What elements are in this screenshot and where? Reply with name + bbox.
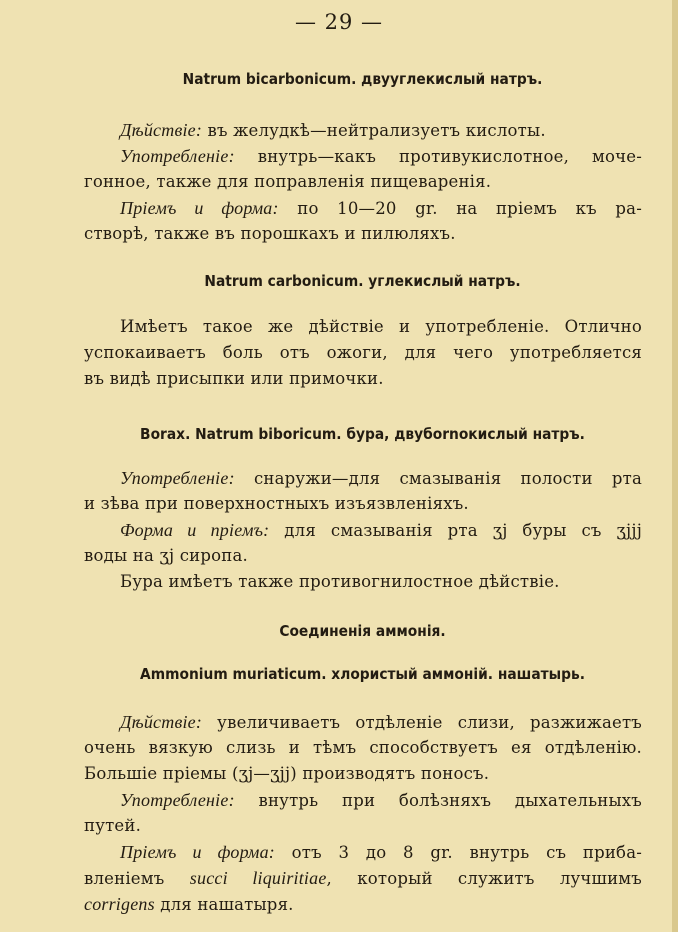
body-text: увеличиваетъ отдѣленіе слизи, разжижаетъ	[202, 713, 642, 732]
italic-term: Употребленіе:	[120, 146, 235, 166]
italic-term: Дѣйствіе:	[120, 120, 203, 140]
italic-term: corrigens	[84, 894, 155, 914]
body-text: Бура имѣетъ также противогнилостное дѣйствіе.	[120, 572, 560, 591]
italic-term: Пріемъ и форма:	[120, 198, 279, 218]
text-line	[84, 569, 642, 595]
body-text: по 10—20 gr. на пріемъ къ ра-	[278, 199, 642, 218]
body-text: внутрь при болѣзняхъ дыхательныхъ	[234, 791, 642, 810]
text-line	[84, 195, 642, 221]
section-heading: Соединенія аммонія.	[279, 622, 446, 640]
text-line	[84, 543, 642, 569]
body-text: и зѣва при поверхностныхъ изъязвленіяхъ.	[84, 494, 469, 513]
text-line	[84, 340, 642, 366]
italic-term: succi liquiritiae	[189, 868, 327, 888]
text-line	[84, 143, 642, 169]
italic-term: Употребленіе:	[120, 468, 235, 488]
body-text: воды на ʒj сиропа.	[84, 546, 248, 565]
body-text: Большіе пріемы (ʒj—ʒjj) производятъ поносъ.	[84, 764, 490, 783]
body-text: для нашатыря.	[154, 895, 294, 914]
body-text: путей.	[84, 816, 142, 835]
text-line	[84, 709, 642, 735]
body-text: въ видѣ присыпки или примочки.	[84, 369, 384, 388]
text-line	[84, 735, 642, 761]
body-text: гонное, также для поправленія пищеваренія.	[84, 172, 492, 191]
text-line	[84, 366, 642, 392]
text-line	[84, 169, 642, 195]
section-body	[84, 314, 642, 392]
body-text: отъ 3 до 8 gr. внутрь съ приба-	[274, 843, 643, 862]
body-text: въ желудкѣ—нейтрализуетъ кислоты.	[202, 121, 546, 140]
italic-term: Дѣйствіе:	[120, 712, 203, 732]
section-heading: Borax. Natrum biboricum. бура, двубornокислый натръ.	[140, 425, 585, 443]
text-line	[84, 787, 642, 813]
section-heading: Natrum carbonicum. углекислый натръ.	[204, 272, 521, 290]
body-text: , который служитъ лучшимъ	[326, 869, 642, 888]
text-line	[84, 891, 642, 917]
text-line	[84, 761, 642, 787]
body-text: для смазыванія рта ʒj буры съ ʒjjj	[269, 521, 643, 540]
italic-term: Употребленіе:	[120, 790, 235, 810]
body-text: успокаиваетъ боль отъ ожоги, для чего употребляется	[84, 343, 642, 362]
text-line	[84, 221, 642, 247]
body-text: створѣ, также въ порошкахъ и пилюляхъ.	[84, 224, 456, 243]
text-line	[84, 117, 642, 143]
italic-term: Пріемъ и форма:	[120, 842, 275, 862]
body-text: снаружи—для смазыванія полости рта	[234, 469, 642, 488]
section-body	[84, 709, 642, 917]
text-line	[84, 314, 642, 340]
text-line	[84, 813, 642, 839]
section-body	[84, 117, 642, 247]
text-line	[84, 465, 642, 491]
page-edge	[672, 0, 678, 932]
text-line	[84, 865, 642, 891]
section-heading: Ammonium muriaticum. хлористый аммоній. нашатырь.	[140, 665, 585, 683]
body-text: Имѣетъ такое же дѣйствіе и употребленіе. Отлично	[120, 317, 642, 336]
text-line	[84, 839, 642, 865]
body-text: внутрь—какъ противукислотное, моче-	[234, 147, 642, 166]
section-heading: Natrum bicarbonicum. двууглекислый натръ.	[182, 70, 543, 88]
body-text: очень вязкую слизь и тѣмъ способствуетъ ея отдѣленію.	[84, 738, 642, 757]
section-body	[84, 465, 642, 595]
body-text: вленіемъ	[84, 869, 190, 888]
italic-term: Форма и пріемъ:	[120, 520, 270, 540]
text-line	[84, 491, 642, 517]
page-number: — 29 —	[294, 10, 384, 34]
text-line	[84, 517, 642, 543]
